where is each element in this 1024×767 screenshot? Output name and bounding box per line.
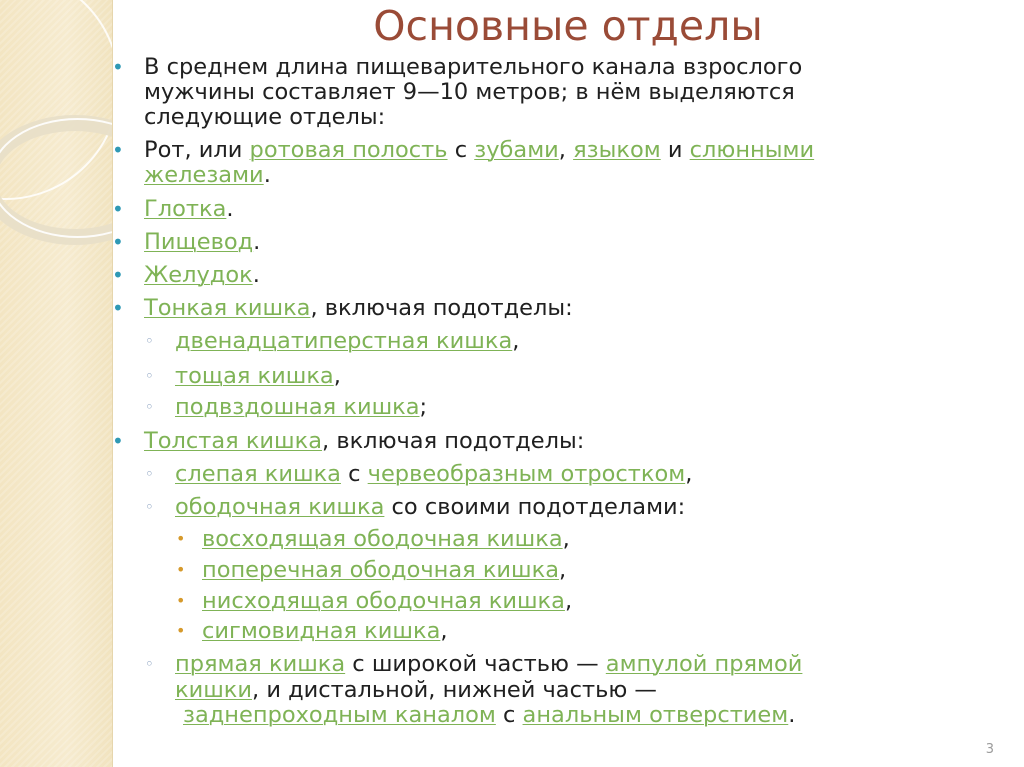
item-text: , xyxy=(564,588,573,614)
item-text: с широкой частью — xyxy=(345,651,606,677)
sub-sub-bullet-icon: • xyxy=(176,621,186,640)
page-number: 3 xyxy=(985,742,994,757)
item-text: , xyxy=(558,137,574,163)
link-descending-colon[interactable]: нисходящая ободочная кишка xyxy=(202,588,565,614)
list-item-jejunum xyxy=(175,365,341,388)
list-item-large-intestine xyxy=(144,430,584,453)
item-text: , включая подотделы: xyxy=(322,428,585,454)
item-text: . xyxy=(252,262,260,288)
sub-bullet-icon: ◦ xyxy=(145,465,154,483)
bullet-icon: • xyxy=(112,55,124,79)
link-transverse-colon[interactable]: поперечная ободочная кишка xyxy=(202,557,560,583)
link-anus[interactable]: анальным отверстием xyxy=(522,702,789,728)
list-item-rectum xyxy=(175,653,802,676)
sub-bullet-icon: ◦ xyxy=(145,332,154,350)
intro-line-3: следующие отделы: xyxy=(144,104,386,130)
sub-bullet-icon: ◦ xyxy=(145,398,154,416)
link-oral-cavity[interactable]: ротовая полость xyxy=(249,137,448,163)
list-item-rectum-cont xyxy=(175,679,657,702)
intro-line-1: В среднем длина пищеварительного канала взрослого xyxy=(144,54,803,80)
item-text: со своими подотделами: xyxy=(384,494,686,520)
list-item-duodenum xyxy=(175,330,519,353)
link-anal-canal[interactable]: заднепроходным каналом xyxy=(183,702,496,728)
link-duodenum[interactable]: двенадцатиперстная кишка xyxy=(175,328,513,354)
item-text: Рот, или xyxy=(144,137,250,163)
link-rectal-ampulla[interactable]: ампулой прямой xyxy=(605,651,803,677)
item-text: ; xyxy=(419,394,428,420)
list-item-small-intestine xyxy=(144,297,573,320)
item-text: , xyxy=(333,363,341,389)
bullet-icon: • xyxy=(112,263,124,287)
link-salivary-glands[interactable]: слюнными xyxy=(689,137,815,163)
item-text: . xyxy=(788,702,796,728)
decorative-side-panel xyxy=(0,0,113,767)
link-teeth[interactable]: зубами xyxy=(474,137,559,163)
link-colon[interactable]: ободочная кишка xyxy=(175,494,385,520)
item-text: с xyxy=(495,702,523,728)
sub-bullet-icon: ◦ xyxy=(145,498,154,516)
item-text: и xyxy=(660,137,690,163)
list-item-cecum xyxy=(175,463,692,486)
list-item-sigmoid-colon xyxy=(202,620,448,643)
list-item-mouth-cont xyxy=(144,164,271,187)
list-item-ascending-colon xyxy=(202,528,570,551)
list-item-colon xyxy=(175,496,685,519)
link-pharynx[interactable]: Глотка xyxy=(144,196,227,222)
list-item-stomach xyxy=(144,264,260,287)
link-jejunum[interactable]: тощая кишка xyxy=(175,363,334,389)
item-text: , включая подотделы: xyxy=(310,295,573,321)
item-text: , xyxy=(562,526,570,552)
link-small-intestine[interactable]: Тонкая кишка xyxy=(144,295,311,321)
link-sigmoid-colon[interactable]: сигмовидная кишка xyxy=(202,618,441,644)
list-item-pharynx xyxy=(144,198,234,221)
bullet-icon: • xyxy=(112,230,124,254)
item-text: , xyxy=(512,328,520,354)
list-item-descending-colon xyxy=(202,590,572,613)
item-text: . xyxy=(263,162,271,188)
link-appendix[interactable]: червеобразным отростком xyxy=(367,461,686,487)
sub-bullet-icon: ◦ xyxy=(145,367,154,385)
link-rectal-ampulla[interactable]: кишки xyxy=(175,677,253,703)
link-ascending-colon[interactable]: восходящая ободочная кишка xyxy=(202,526,563,552)
bullet-icon: • xyxy=(112,429,124,453)
item-text: с xyxy=(447,137,475,163)
link-esophagus[interactable]: Пищевод xyxy=(144,229,254,255)
link-salivary-glands[interactable]: железами xyxy=(144,162,264,188)
link-large-intestine[interactable]: Толстая кишка xyxy=(144,428,323,454)
decorative-ring xyxy=(0,118,113,238)
item-text: с xyxy=(340,461,368,487)
link-cecum[interactable]: слепая кишка xyxy=(175,461,341,487)
bullet-icon: • xyxy=(112,197,124,221)
list-item-ileum xyxy=(175,396,427,419)
link-ileum[interactable]: подвздошная кишка xyxy=(175,394,420,420)
sub-sub-bullet-icon: • xyxy=(176,560,186,579)
sub-sub-bullet-icon: • xyxy=(176,529,186,548)
sub-bullet-icon: ◦ xyxy=(145,655,154,673)
list-item-esophagus xyxy=(144,231,260,254)
item-text: . xyxy=(253,229,261,255)
link-rectum[interactable]: прямая кишка xyxy=(175,651,346,677)
item-text: . xyxy=(226,196,234,222)
item-text: , xyxy=(685,461,693,487)
item-text: , и дистальной, нижней частью — xyxy=(252,677,657,703)
slide-title: Основные отделы xyxy=(373,2,763,50)
intro-line-2: мужчины составляет 9—10 метров; в нём выделяются xyxy=(144,79,795,105)
list-item-transverse-colon xyxy=(202,559,566,582)
item-text: , xyxy=(440,618,448,644)
list-item-rectum-cont xyxy=(183,704,795,727)
bullet-icon: • xyxy=(112,138,124,162)
item-text: , xyxy=(559,557,567,583)
list-item-mouth xyxy=(144,139,814,162)
link-stomach[interactable]: Желудок xyxy=(144,262,253,288)
sub-sub-bullet-icon: • xyxy=(176,591,186,610)
link-tongue[interactable]: языком xyxy=(573,137,661,163)
bullet-icon: • xyxy=(112,296,124,320)
